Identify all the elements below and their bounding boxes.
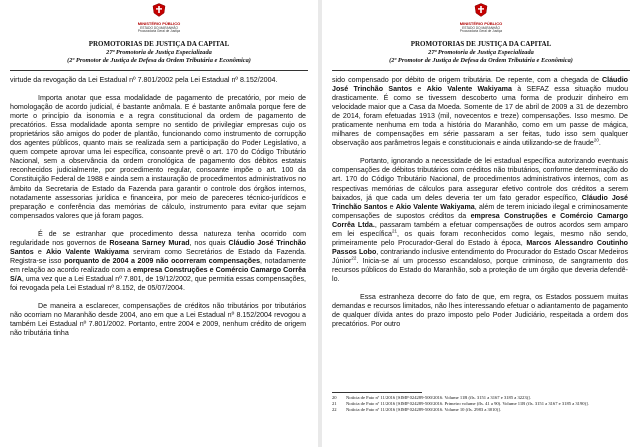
header-subtitle: 27ª Promotoria de Justiça Especializada — [428, 48, 534, 56]
org-name: MINISTÉRIO PÚBLICO — [137, 21, 181, 26]
paragraph: Importa anotar que essa modalidade de pagamento de precatório, por meio de homologação de acordo judicial, é bastante anômala. E é bastante anômala porque fere de morte o princípio da isonomia e a regra constitucional da ordem de pagamento de precatórios. Essa modalidade aponta sempre no sentido de privilegiar empresas cujo os proprietários são amigos do poder de plantão, funcionando como instrumento de corrupção dos agentes públicos, quanto mais se realizada sem a participação do Poder Legislativo, a quem compete aprovar uma lei específica, consoante prevê o art. 170 do Código Tributário Nacional, sem a observância da ordem cronológica de pagamento dos débitos estatais reconhecidos judicialmente, por procedimento regular, consoante impõe o art. 100 da Constituição Federal de 1988 e ainda sem a instauração de procedimentos administrativos no âmbito da Secretaria de Estado da Fazenda para garantir o controle dos órgãos internos, notadamente assessorias jurídica e financeira, por meio de pareceres técnico-jurídicos e preparação e conferência das memórias de cálculo, instrumento para evitar que sejam compensados valores que já foram pagos. — [10, 94, 306, 220]
header-subtitle-2: (2º Promotor de Justiça de Defesa da Ordem Tributária e Econômica) — [389, 57, 573, 64]
ministerio-publico-logo-icon — [474, 3, 488, 17]
text-run: e — [33, 247, 46, 256]
text-run: e — [412, 85, 427, 94]
footnote-text: Notícia de Fato nº 11/2016 [SIMP 024289-500/2016. Primeiro volume (fls. 41 a 90). Volume 11B (fls. 3151 a 3167 e 3185 a 3190)]. — [346, 401, 589, 407]
text-run: , nos quais — [189, 238, 229, 247]
footnote-number: 21 — [332, 401, 337, 407]
header-subtitle-2: (2º Promotor de Justiça de Defesa da Ordem Tributária e Econômica) — [67, 57, 251, 64]
header-divider — [10, 70, 308, 71]
person-name: Akio Valente Wakiyama — [426, 85, 512, 94]
footnote-ref: 22 — [351, 255, 357, 261]
person-name: Akio Valente Wakiyama — [45, 247, 129, 256]
footnote-number: 20 — [332, 395, 337, 400]
header-divider — [332, 70, 630, 71]
footnote — [332, 407, 632, 413]
footnote-text: Notícia de Fato nº 11/2016 [SIMP 024289-500/2016. Volume 10 (fls. 2983 a 3010)]. — [346, 407, 501, 413]
paragraph: virtude da revogação da Lei Estadual nº 7.801/2002 pela Lei Estadual nº 8.152/2004. — [10, 76, 278, 84]
text-run: , além de terem iniciado ilegal e criminosamente compensações de supostos créditos da — [332, 202, 629, 220]
person-name: Akio Valente Wakiyama — [395, 202, 475, 211]
paragraph: Essa estranheza decorre do fato de que, em regra, os Estados possuem muitas demandas e recursos limitados, não lhes interessando efetuar o adiantamento de pagamento de qualquer dívida antes do prazo imposto pelo Poder Judiciário, respeitada a ordem dos precatórios. Por outro — [332, 293, 628, 329]
page-header — [322, 40, 640, 66]
text-run: , uma vez que a Lei Estadual nº 7.801, de 19/12/2002, que permitia essas compensações, foi revogada pela Lei Estadual nº 8.152, de 05/07/2004. — [10, 274, 306, 292]
document-page-right — [322, 0, 640, 447]
person-name: Marcos Alessandro Coutinho Passos Lobo — [332, 238, 628, 256]
person-name: Cláudio José Trinchão Santos — [332, 76, 628, 94]
letterhead — [322, 3, 640, 34]
text-run: . Inicia-se aí um processo escandaloso, porque criminoso, de sangramento dos recursos públicos do Estado do Maranhão, sob a proteção de um órgão que deveria defendê-lo. — [332, 256, 628, 283]
paragraph: De maneira a esclarecer, compensações de créditos não tributários por tributários não ocorriam no Maranhão desde 2004, ano em que a Lei Estadual nº 8.152/2004 revogou a também Lei Estadual nº 7.801/2002. Portanto, entre 2004 e 2009, nenhum crédito de origem não tributária tinha — [10, 302, 306, 338]
letterhead — [0, 3, 318, 34]
header-title: PROMOTORIAS DE JUSTIÇA DA CAPITAL — [410, 40, 552, 48]
text-run: e — [387, 202, 396, 211]
text-run: , os quais foram reconhecidos como legais, mesmo não sendo, primeiramente pelo Procurador-Geral do Estado à época, — [332, 229, 628, 247]
page-body — [10, 76, 306, 347]
document-page-left — [0, 0, 318, 447]
person-name: Cláudio José Trinchão Santos — [332, 193, 628, 211]
org-state: ESTADO DO MARANHÃO — [140, 25, 178, 30]
text-run: , contrariando inclusive entendimento do Procurador do Estado Oscar Medeiros Júnior — [332, 247, 628, 265]
org-dept: Procuradoria Geral de Justiça — [137, 29, 181, 34]
company-name: empresa Construções e Comércio Camargo Corrêa S/A — [10, 265, 306, 283]
ministerio-publico-logo-icon — [152, 3, 166, 17]
footnote-divider — [332, 392, 422, 393]
text-run: , notadamente em relação ao acordo realizado com a — [10, 256, 307, 274]
text-run: . — [598, 139, 601, 148]
footnote-ref: 21 — [392, 228, 398, 234]
org-name: MINISTÉRIO PÚBLICO — [459, 21, 503, 26]
text-run: Portanto, ignorando a necessidade de lei estadual específica autorizando eventuais compensações de débitos tributários com créditos não tributários, conforme determinação do art. 170 do Código Tributário Nacional, de procedimentos administrativos internos, com as respectivas memórias de cálculos para assegurar efetivo controle dos créditos a serem baixados, já que cada um deles deveria ter um fato gerador específico, — [332, 157, 628, 202]
text-run: serviram como Secretários de Estado da Fazenda. Registra-se isso — [10, 247, 307, 265]
text-run: É de se estranhar que procedimento dessa natureza tenha ocorrido com regularidade nos governos de — [10, 229, 306, 247]
company-name: empresa Construções e Comércio Camargo Corrêa Ltda. — [332, 211, 628, 229]
footnote-number: 22 — [332, 407, 337, 413]
page-header — [0, 40, 318, 66]
emphasis: porquanto de 2004 a 2009 não ocorreram compensações — [64, 256, 261, 265]
person-name: Cláudio José Trinchão Santos — [10, 238, 306, 256]
text-run: sido compensado por débito de origem tributária. De repente, com a chegada de — [332, 76, 602, 84]
page-body — [332, 76, 628, 338]
text-run: , passaram também a efetuar compensações de outros acordos sem amparo em lei específica — [332, 220, 628, 238]
person-name: Roseana Sarney Murad — [109, 238, 190, 247]
footnote-text: Notícia de Fato nº 11/2016 [SIMP 024289-500/2016. Volume 11B (fls. 3151 a 3167 e 3185 a 3223)]. — [346, 395, 531, 400]
paragraph — [10, 230, 306, 293]
footnote-ref: 20 — [593, 137, 599, 143]
footnotes — [332, 395, 632, 414]
paragraph — [332, 157, 628, 284]
paragraph — [332, 76, 628, 148]
org-state: ESTADO DO MARANHÃO — [462, 25, 500, 30]
org-dept: Procuradoria Geral de Justiça — [459, 29, 503, 34]
header-subtitle: 27ª Promotoria de Justiça Especializada — [106, 48, 212, 56]
text-run: à SEFAZ essa situação mudou drasticamente. É como se tivessem descoberto uma forma de produzir dinheiro em velocidade maior que a Casa da Moeda. Somente de 17 de abril de 2009 a 31 de dezembro de 2014, foram efetuadas 1913 (mil, novecentos e treze) compensações. Isso mesmo. De praticamente nenhuma em toda a história do Maranhão, como em um passe de mágica, milhares de compensações em série passaram a ser feitas, tudo isso sem qualquer observação aos parâmetros legais e constitucionais e ainda utilizando-se de fraude — [332, 85, 629, 148]
header-title: PROMOTORIAS DE JUSTIÇA DA CAPITAL — [88, 40, 230, 48]
